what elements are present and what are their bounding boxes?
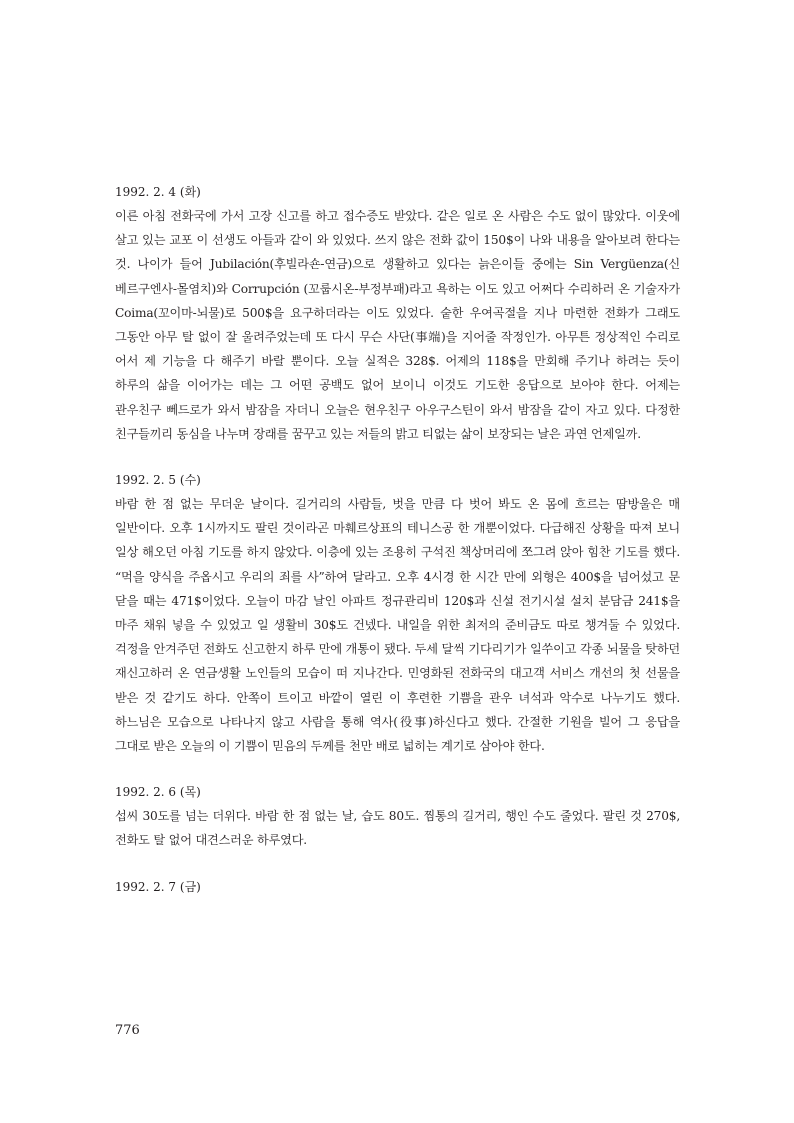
entry-date: 1992. 2. 7 (금) xyxy=(115,879,201,894)
entry-date: 1992. 2. 5 (수) xyxy=(115,473,201,488)
entry-body: 바람 한 점 없는 무더운 날이다. 길거리의 사람들, 벗을 만큼 다 벗어 봐도 온 몸에 흐르는 땀방울은 매 일반이다. 오후 1시까지도 팔린 것이라곤 마훼르상표의 테니스공 한 개뿐이었다. 다급해진 상황을 따져 보니 일상 해오던 아침 기도를 하지 않았다. 이층에 있는 조용히 구석진 책상머리에 쪼그려 앉아 힘찬 기도를 했다. “먹을 양식을 주옵시고 우리의 죄를 사”하여 달라고. 오후 4시경 한 시간 만에 외형은 400$을 넘어섰고 문 닫을 때는 471$이었다. 오늘이 마감 날인 아파트 정규관리비 120$과 신설 전기시설 설치 분담금 241$을 마주 채워 넣을 수 있었고 일 생활비 30$도 건넸다. 내일을 위한 최저의 준비금도 따로 챙겨둘 수 있었다. 걱정을 안겨주던 전화도 신고한지 하루 만에 개통이 됐다. 두세 달씩 기다리기가 일쑤이고 각종 뇌물을 탓하던 재신고하러 온 연금생활 노인들의 모습이 떠 지나간다. 민영화된 전화국의 대고객 서비스 개선의 첫 선물을 받은 것 같기도 하다. 안쪽이 트이고 바깥이 열린 이 후련한 기쁨을 관우 녀석과 악수로 나누기도 했다. 하느님은 모습으로 나타나지 않고 사람을 통해 역사(役事)하신다고 했다. 간절한 기원을 빌어 그 응답을 그대로 받은 오늘의 이 기쁨이 믿음의 두께를 천만 배로 넓히는 계기로 삼아야 한다. xyxy=(115,497,680,754)
diary-entry xyxy=(115,468,680,758)
diary-page xyxy=(115,180,680,921)
entry-date: 1992. 2. 4 (화) xyxy=(115,185,201,199)
entry-body: 이른 아침 전화국에 가서 고장 신고를 하고 접수증도 받았다. 같은 일로 온 사람은 수도 없이 많았다. 이웃에 살고 있는 교포 이 선생도 아들과 같이 와 있었다. 쓰지 않은 전화 값이 150$이 나와 내용을 알아보려 한다는 것. 나이가 들어 Jubilación(후빌라숀-연금)으로 생활하고 있다는 늙은이들 중에는 Sin Vergüenza(신 베르구엔사-몰염치)와 Corrupción (꼬룹시온-부정부패)라고 욕하는 이도 있고 어쩌다 수리하러 온 기술자가 Coima(꼬이마-뇌물)로 500$을 요구하더라는 이도 있었다. 숱한 우여곡절을 지나 마련한 전화가 그래도 그동안 아무 탈 없이 잘 울려주었는데 또 다시 무슨 사단(事端)을 지어줄 작정인가. 아무튼 정상적인 수리로 어서 제 기능을 다 해주기 바랄 뿐이다. 오늘 실적은 328$. 어제의 118$을 만회해 주기나 하려는 듯이 하루의 삶을 이어가는 데는 그 어떤 공백도 없어 보이니 이것도 기도한 응답으로 보아야 한다. 어제는 관우친구 뻬드로가 와서 밤잠을 자더니 오늘은 현우친구 아우구스틴이 와서 밤잠을 같이 자고 있다. 다정한 친구들끼리 동심을 나누며 장래를 꿈꾸고 있는 저들의 밝고 티없는 삶이 보장되는 날은 과연 언제일까. xyxy=(115,209,680,441)
diary-entry xyxy=(115,780,680,852)
diary-entry xyxy=(115,875,680,899)
entry-date: 1992. 2. 6 (목) xyxy=(115,785,201,800)
diary-entry xyxy=(115,180,680,446)
page-number: 776 xyxy=(115,1023,140,1038)
entry-body: 섭씨 30도를 넘는 더위다. 바람 한 점 없는 날, 습도 80도. 찜통의 길거리, 행인 수도 줄었다. 팔린 것 270$, 전화도 탈 없어 대견스러운 하루였다. xyxy=(115,809,680,848)
